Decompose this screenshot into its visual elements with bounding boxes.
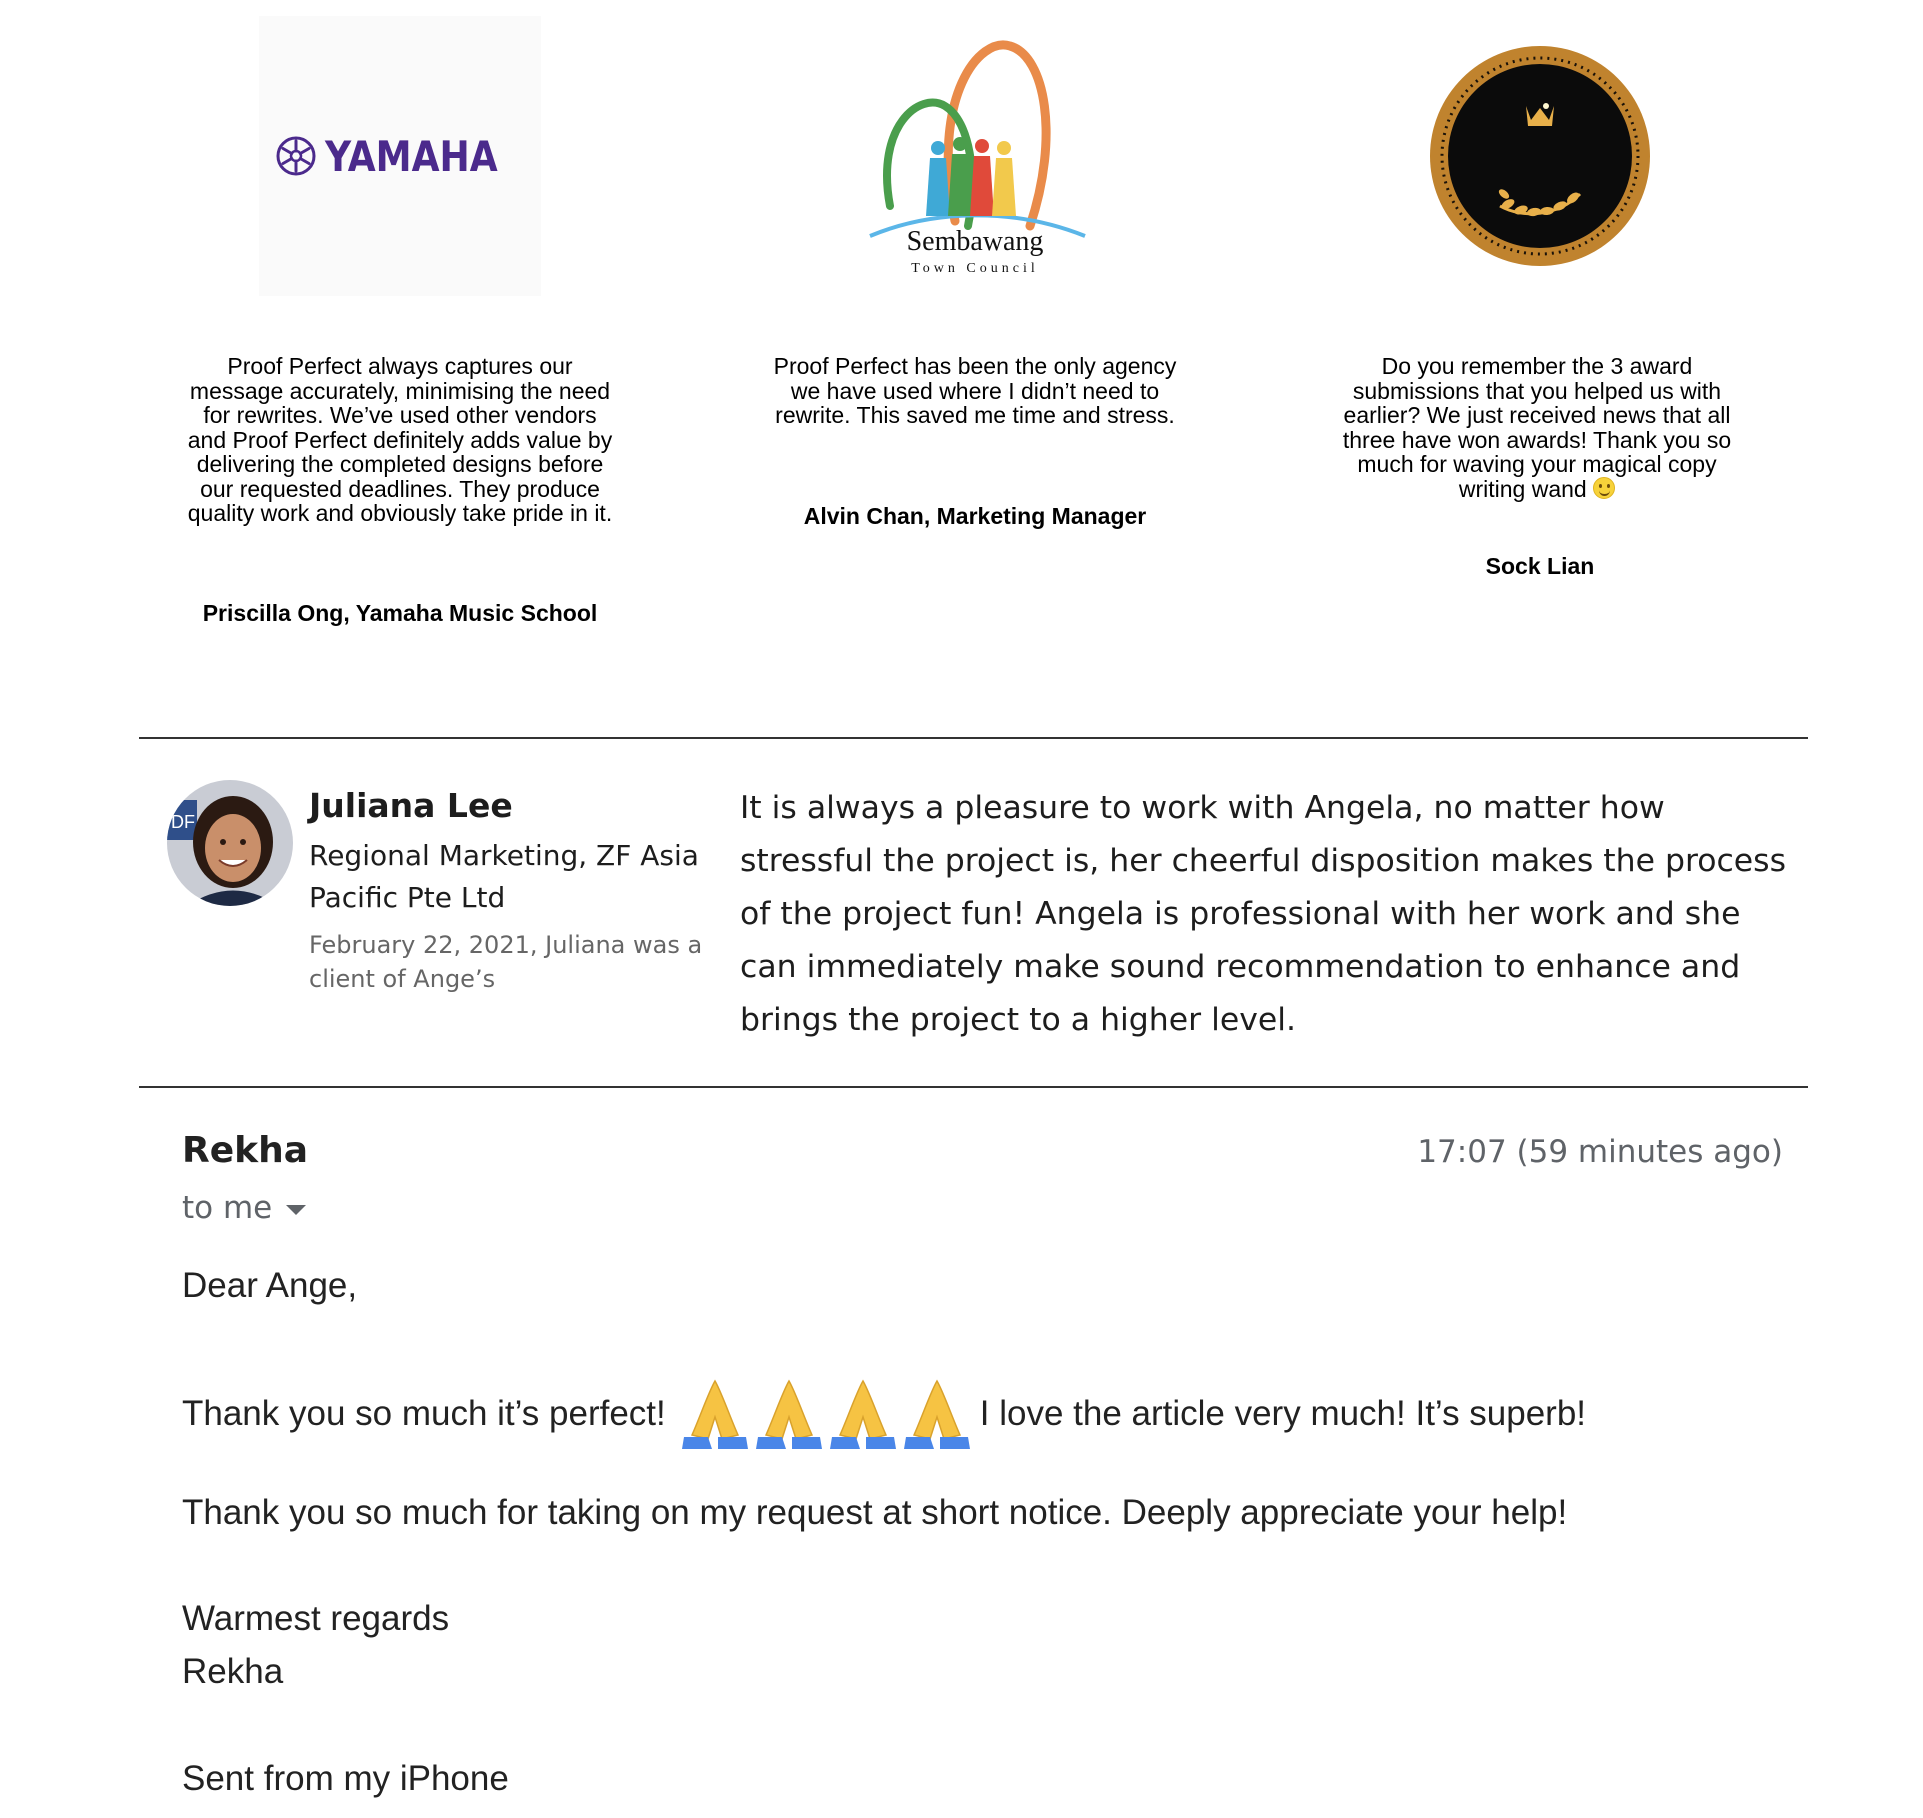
email-to-label: to me	[182, 1190, 273, 1226]
svg-text:DF: DF	[171, 812, 195, 832]
testimonial-author: Priscilla Ong, Yamaha Music School	[202, 600, 598, 626]
testimonial-award	[1322, 354, 1752, 501]
testimonial-author-wrap	[150, 600, 650, 627]
email-request-line: Thank you so much for taking on my request at short notice. Deeply appreciate your help!	[182, 1493, 1568, 1532]
avatar	[167, 780, 293, 906]
testimonial-yamaha	[185, 354, 615, 526]
praying-hands-icon	[826, 1377, 900, 1451]
sembawang-arcs-people-icon	[870, 45, 1085, 236]
email-timestamp: 17:07 (59 minutes ago)	[1417, 1134, 1783, 1170]
yamaha-word: YAMAHA	[324, 131, 498, 181]
gold-crown-laurel-seal-icon	[1430, 46, 1650, 266]
email-praise-text: I love the article very much! It’s superb!	[979, 1394, 1587, 1433]
gold-seal-logo	[1428, 44, 1652, 268]
recommendation-date: February 22, 2021, Juliana was a client of Ange’s	[309, 931, 703, 993]
yamaha-tuning-fork-emblem-icon	[275, 135, 317, 177]
recommender-role: Regional Marketing, ZF Asia Pacific Pte Ltd	[309, 839, 699, 914]
praying-hands-icon	[752, 1377, 826, 1451]
testimonial-author: Alvin Chan, Marketing Manager	[803, 503, 1147, 529]
email-greeting: Dear Ange,	[182, 1266, 358, 1305]
testimonial-quote: Proof Perfect has been the only agency we have used where I didn’t need to rewrite. This saved me time and stress.	[773, 353, 1177, 428]
yamaha-logo	[259, 16, 541, 296]
testimonial-author-wrap	[1290, 553, 1790, 580]
testimonial-quote: Proof Perfect always captures our message accurately, minimising the need for rewrites. We’ve used other vendors and Proof Perfect definitely adds value by delivering the completed designs before our requested deadlines. They produce quality work and obviously take pride in it.	[187, 353, 613, 526]
email-signature: Rekha	[182, 1652, 284, 1691]
testimonial-author-wrap	[725, 503, 1225, 530]
recommendation-text: It is always a pleasure to work with Angela, no matter how stressful the project is, her cheerful disposition makes the process of the project fun! Angela is professional with her work and she can immediately make sound recommendation to enhance and brings the project to a higher level.	[740, 790, 1787, 1038]
email-closing: Warmest regards	[182, 1599, 450, 1638]
email-thanks-text: Thank you so much it’s perfect!	[182, 1394, 666, 1433]
recommender-name[interactable]: Juliana Lee	[309, 786, 513, 825]
section-divider	[139, 737, 1808, 739]
yamaha-wordmark	[275, 132, 526, 181]
praying-hands-group	[678, 1377, 974, 1451]
testimonial-quote: Do you remember the 3 award submissions that you helped us with earlier? We just received news that all three have won awards! Thank you so much for waving your magical copy writing wand	[1342, 353, 1732, 502]
testimonial-sembawang	[760, 354, 1190, 428]
smiley-face-icon	[1593, 477, 1615, 499]
praying-hands-icon	[678, 1377, 752, 1451]
email-sent-from: Sent from my iPhone	[182, 1759, 509, 1798]
email-recipients[interactable]	[182, 1190, 306, 1226]
section-divider	[139, 1086, 1808, 1088]
sembawang-subtitle: Town Council	[911, 261, 1039, 276]
testimonial-author: Sock Lian	[1485, 553, 1595, 579]
sembawang-name: Sembawang	[906, 226, 1044, 257]
praying-hands-icon	[900, 1377, 974, 1451]
email-sender[interactable]: Rekha	[182, 1130, 308, 1171]
email-thanks-line	[182, 1377, 1586, 1451]
sembawang-town-council-logo	[860, 36, 1090, 286]
caret-down-icon[interactable]	[286, 1205, 306, 1215]
